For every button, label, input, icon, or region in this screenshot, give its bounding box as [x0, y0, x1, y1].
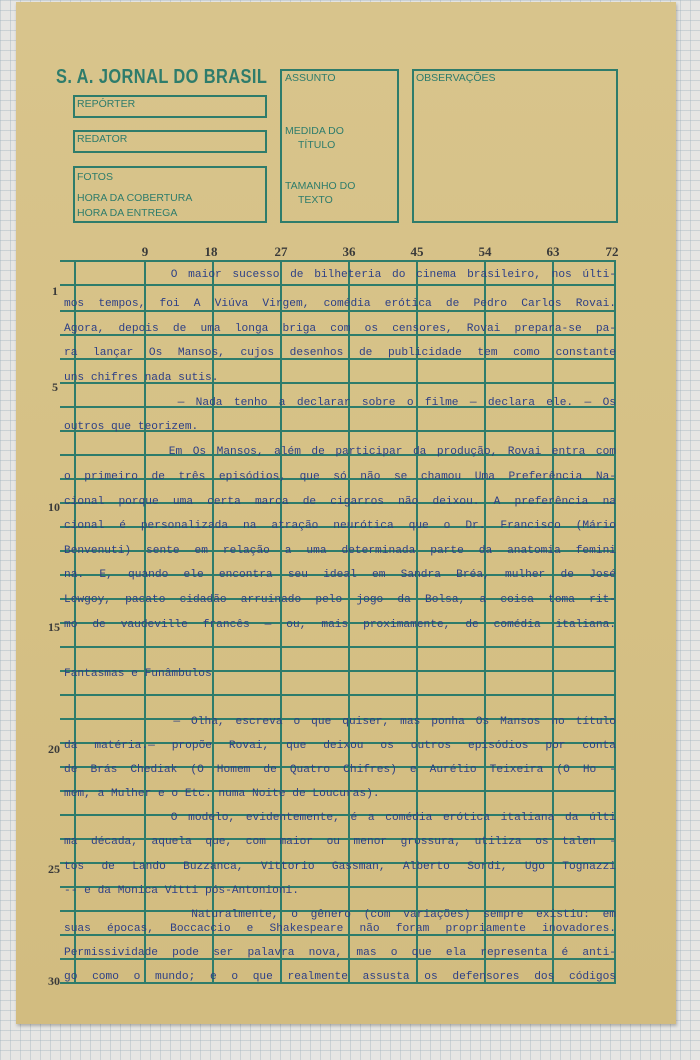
- text-line: O modelo, evidentemente, é a comédia erótica italiana da últi: [64, 812, 616, 824]
- text-line: Benvenuti) sente em relação a uma determinada parte da anatomia femini: [64, 545, 616, 557]
- text-line: go como o mundo; e o que realmente assusta os defensores dos códigos: [64, 971, 616, 983]
- row-number: 20: [48, 742, 60, 756]
- column-number: 45: [410, 244, 424, 259]
- column-number: 72: [605, 244, 619, 259]
- text-line: suas épocas, Boccaccio e Shakespeare não foram propriamente inovadores.: [64, 923, 616, 935]
- reporter-label: REPÓRTER: [77, 98, 136, 110]
- column-number: 9: [141, 244, 149, 259]
- text-line: mos tempos, foi A Viúva Virgem, comédia erótica de Pedro Carlos Rovai.: [64, 298, 616, 310]
- section-heading: Fantasmas e Funâmbulos: [64, 668, 212, 680]
- grid-row-line: [60, 284, 616, 286]
- text-line: Permissividade pode ser palavra nova, mas o que ela representa é anti-: [64, 947, 616, 959]
- column-number: 54: [478, 244, 492, 259]
- grid-row-line: [60, 260, 616, 262]
- text-line: outros que teorizem.: [64, 421, 199, 433]
- medida-label: MEDIDA DO: [285, 125, 344, 137]
- brand-title: S. A. JORNAL DO BRASIL: [56, 66, 268, 88]
- row-number: 1: [52, 284, 58, 298]
- column-number: 63: [546, 244, 560, 259]
- text-line: [64, 692, 616, 706]
- observacoes-label: OBSERVAÇÕES: [416, 72, 496, 84]
- observacoes-box: [412, 69, 618, 223]
- row-number: 15: [48, 620, 60, 634]
- text-line: -- e da Monica Vitti pós-Antonioni.: [64, 885, 299, 897]
- row-number: 5: [52, 380, 58, 394]
- text-line: mo de vaudeville francês — ou, mais proximamente, de comédia italiana.: [64, 619, 616, 631]
- text-line: O maior sucesso de bilheteria do cinema brasileiro, nos últi-: [64, 269, 616, 281]
- text-line: Lewgoy, pacato cidadão arruinado pelo jogo da Bolsa, a coisa toma rit-: [64, 594, 616, 606]
- row-number: 10: [48, 500, 60, 514]
- text-line: — Olha, escreva o que quiser, mas ponha Os Mansos no título: [64, 716, 616, 728]
- text-line: da matéria.— propõe Rovai, que deixou os outros episódios por conta: [64, 740, 616, 752]
- text-line: Agora, depois de uma longa briga com os censores, Rovai prepara-se pa-: [64, 323, 616, 335]
- text-line: Em Os Mansos, além de participar da produção, Rovai entra com: [64, 446, 616, 458]
- column-number: 18: [204, 244, 218, 259]
- text-line: mem, a Mulher e o Etc. numa Noite de Loucuras).: [64, 788, 380, 800]
- text-line: Naturalmente, o gênero (com variações) sempre existiu: em: [64, 909, 616, 921]
- text-line: — Nada tenho a declarar sobre o filme — declara ele. — Os: [64, 397, 616, 409]
- text-line: cional é personalizada na atração neurótica que o Dr. Francisco (Mário: [64, 520, 616, 532]
- hora-entrega-label: HORA DA ENTREGA: [77, 207, 178, 219]
- text-line: o primeiro de três episódios, que só não se chamou Uma Preferência Na-: [64, 471, 616, 483]
- texto-label: TEXTO: [298, 194, 333, 206]
- redator-label: REDATOR: [77, 133, 128, 145]
- hora-cobertura-label: HORA DA COBERTURA: [77, 192, 193, 204]
- text-line: cional porque uma certa marca de cigarros não deixou. A preferência na: [64, 496, 616, 508]
- tamanho-label: TAMANHO DO: [285, 180, 356, 192]
- text-line: de Brás Chediak (O Homem de Quatro Chifres) e Aurélio Teixeira (O Ho -: [64, 764, 616, 776]
- text-line: uns chifres nada sutis.: [64, 372, 219, 384]
- titulo-label: TÍTULO: [298, 139, 336, 151]
- row-number: 25: [48, 862, 60, 876]
- text-line: na. E, quando ele encontra seu ideal em Sandra Bréa, mulher de José: [64, 569, 616, 581]
- assunto-label: ASSUNTO: [285, 72, 336, 84]
- text-line: [64, 643, 616, 657]
- column-number: 27: [274, 244, 288, 259]
- fotos-label: FOTOS: [77, 171, 113, 183]
- text-line: ma década, aquela que, com maior ou menor grossura, utiliza os talen -: [64, 836, 616, 848]
- row-number: 30: [48, 974, 60, 988]
- text-line: tos de Lando Buzzanca, Vittorio Gassman, Alberto Sordi, Ugo Tognazzi: [64, 861, 616, 873]
- text-line: ra lançar Os Mansos, cujos desenhos de publicidade tem como constante: [64, 347, 616, 359]
- column-number: 36: [342, 244, 356, 259]
